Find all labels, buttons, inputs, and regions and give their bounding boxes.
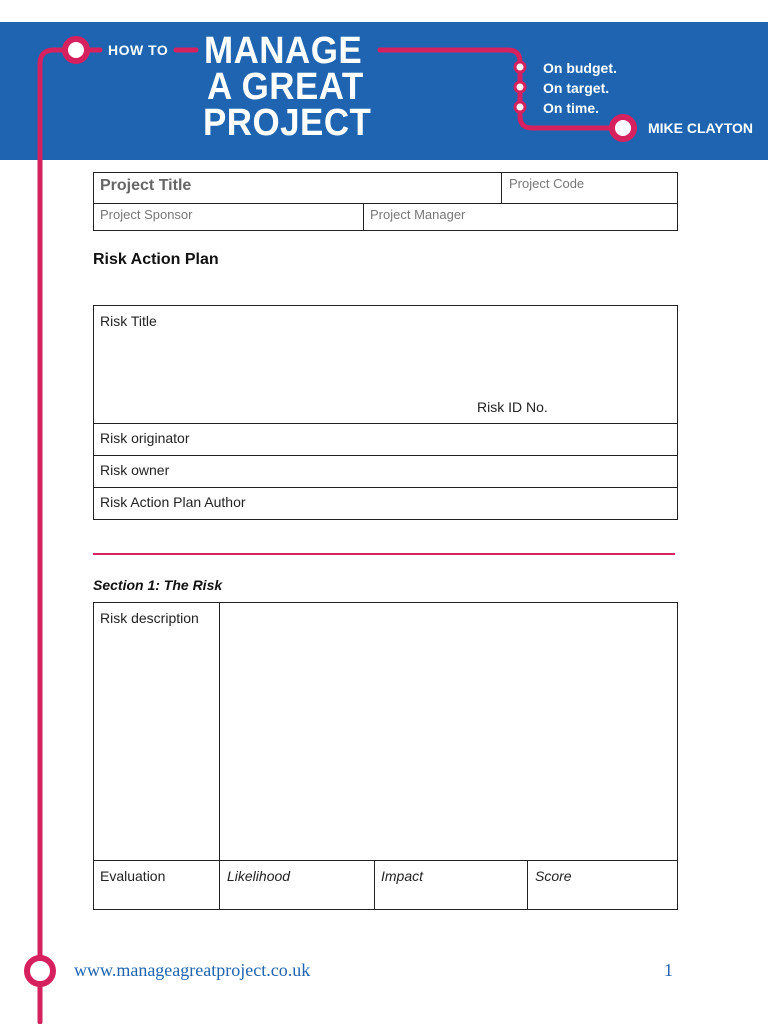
stop-dot-target	[515, 82, 525, 92]
title-line-3: PROJECT	[203, 102, 372, 144]
project-manager-field[interactable]: Project Manager	[370, 207, 466, 222]
risk-description-label: Risk description	[100, 610, 199, 626]
divider	[93, 455, 678, 456]
risk-id-field[interactable]: Risk ID No.	[477, 399, 548, 415]
risk-title-field[interactable]: Risk Title	[100, 313, 157, 329]
station-circle-top	[65, 39, 87, 61]
likelihood-field[interactable]: Likelihood	[227, 868, 291, 884]
project-sponsor-field[interactable]: Project Sponsor	[100, 207, 193, 222]
score-field[interactable]: Score	[535, 868, 572, 884]
divider	[219, 602, 220, 910]
how-to-label: HOW TO	[108, 42, 169, 58]
impact-field[interactable]: Impact	[381, 868, 424, 884]
divider	[93, 860, 678, 861]
divider	[93, 487, 678, 488]
section-1-heading: Section 1: The Risk	[93, 577, 223, 593]
title-line-1: MANAGE	[204, 30, 363, 72]
divider	[363, 203, 364, 231]
divider	[374, 860, 375, 910]
risk-description-input[interactable]	[221, 604, 676, 859]
tagline-budget: On budget.	[543, 60, 617, 76]
plan-heading: Risk Action Plan	[93, 251, 219, 268]
author-name: MIKE CLAYTON	[648, 120, 754, 136]
tagline-target: On target.	[543, 80, 610, 96]
risk-plan-author-field[interactable]: Risk Action Plan Author	[100, 494, 246, 510]
stop-dot-budget	[515, 62, 525, 72]
risk-originator-field[interactable]: Risk originator	[100, 430, 190, 446]
risk-owner-field[interactable]: Risk owner	[100, 462, 170, 478]
divider	[501, 172, 502, 204]
page-number: 1	[664, 960, 673, 980]
website-link[interactable]: www.manageagreatproject.co.uk	[74, 960, 311, 980]
divider	[93, 423, 678, 424]
project-code-field[interactable]: Project Code	[509, 176, 585, 191]
divider	[527, 860, 528, 910]
section-divider	[93, 553, 675, 555]
tagline-time: On time.	[543, 100, 600, 116]
stop-dot-time	[515, 102, 525, 112]
divider	[93, 203, 678, 204]
station-circle-footer	[27, 958, 53, 984]
title-line-2: A GREAT	[207, 66, 364, 108]
evaluation-label: Evaluation	[100, 868, 166, 884]
station-circle-author	[612, 117, 634, 139]
project-title-field[interactable]: Project Title	[100, 177, 192, 194]
